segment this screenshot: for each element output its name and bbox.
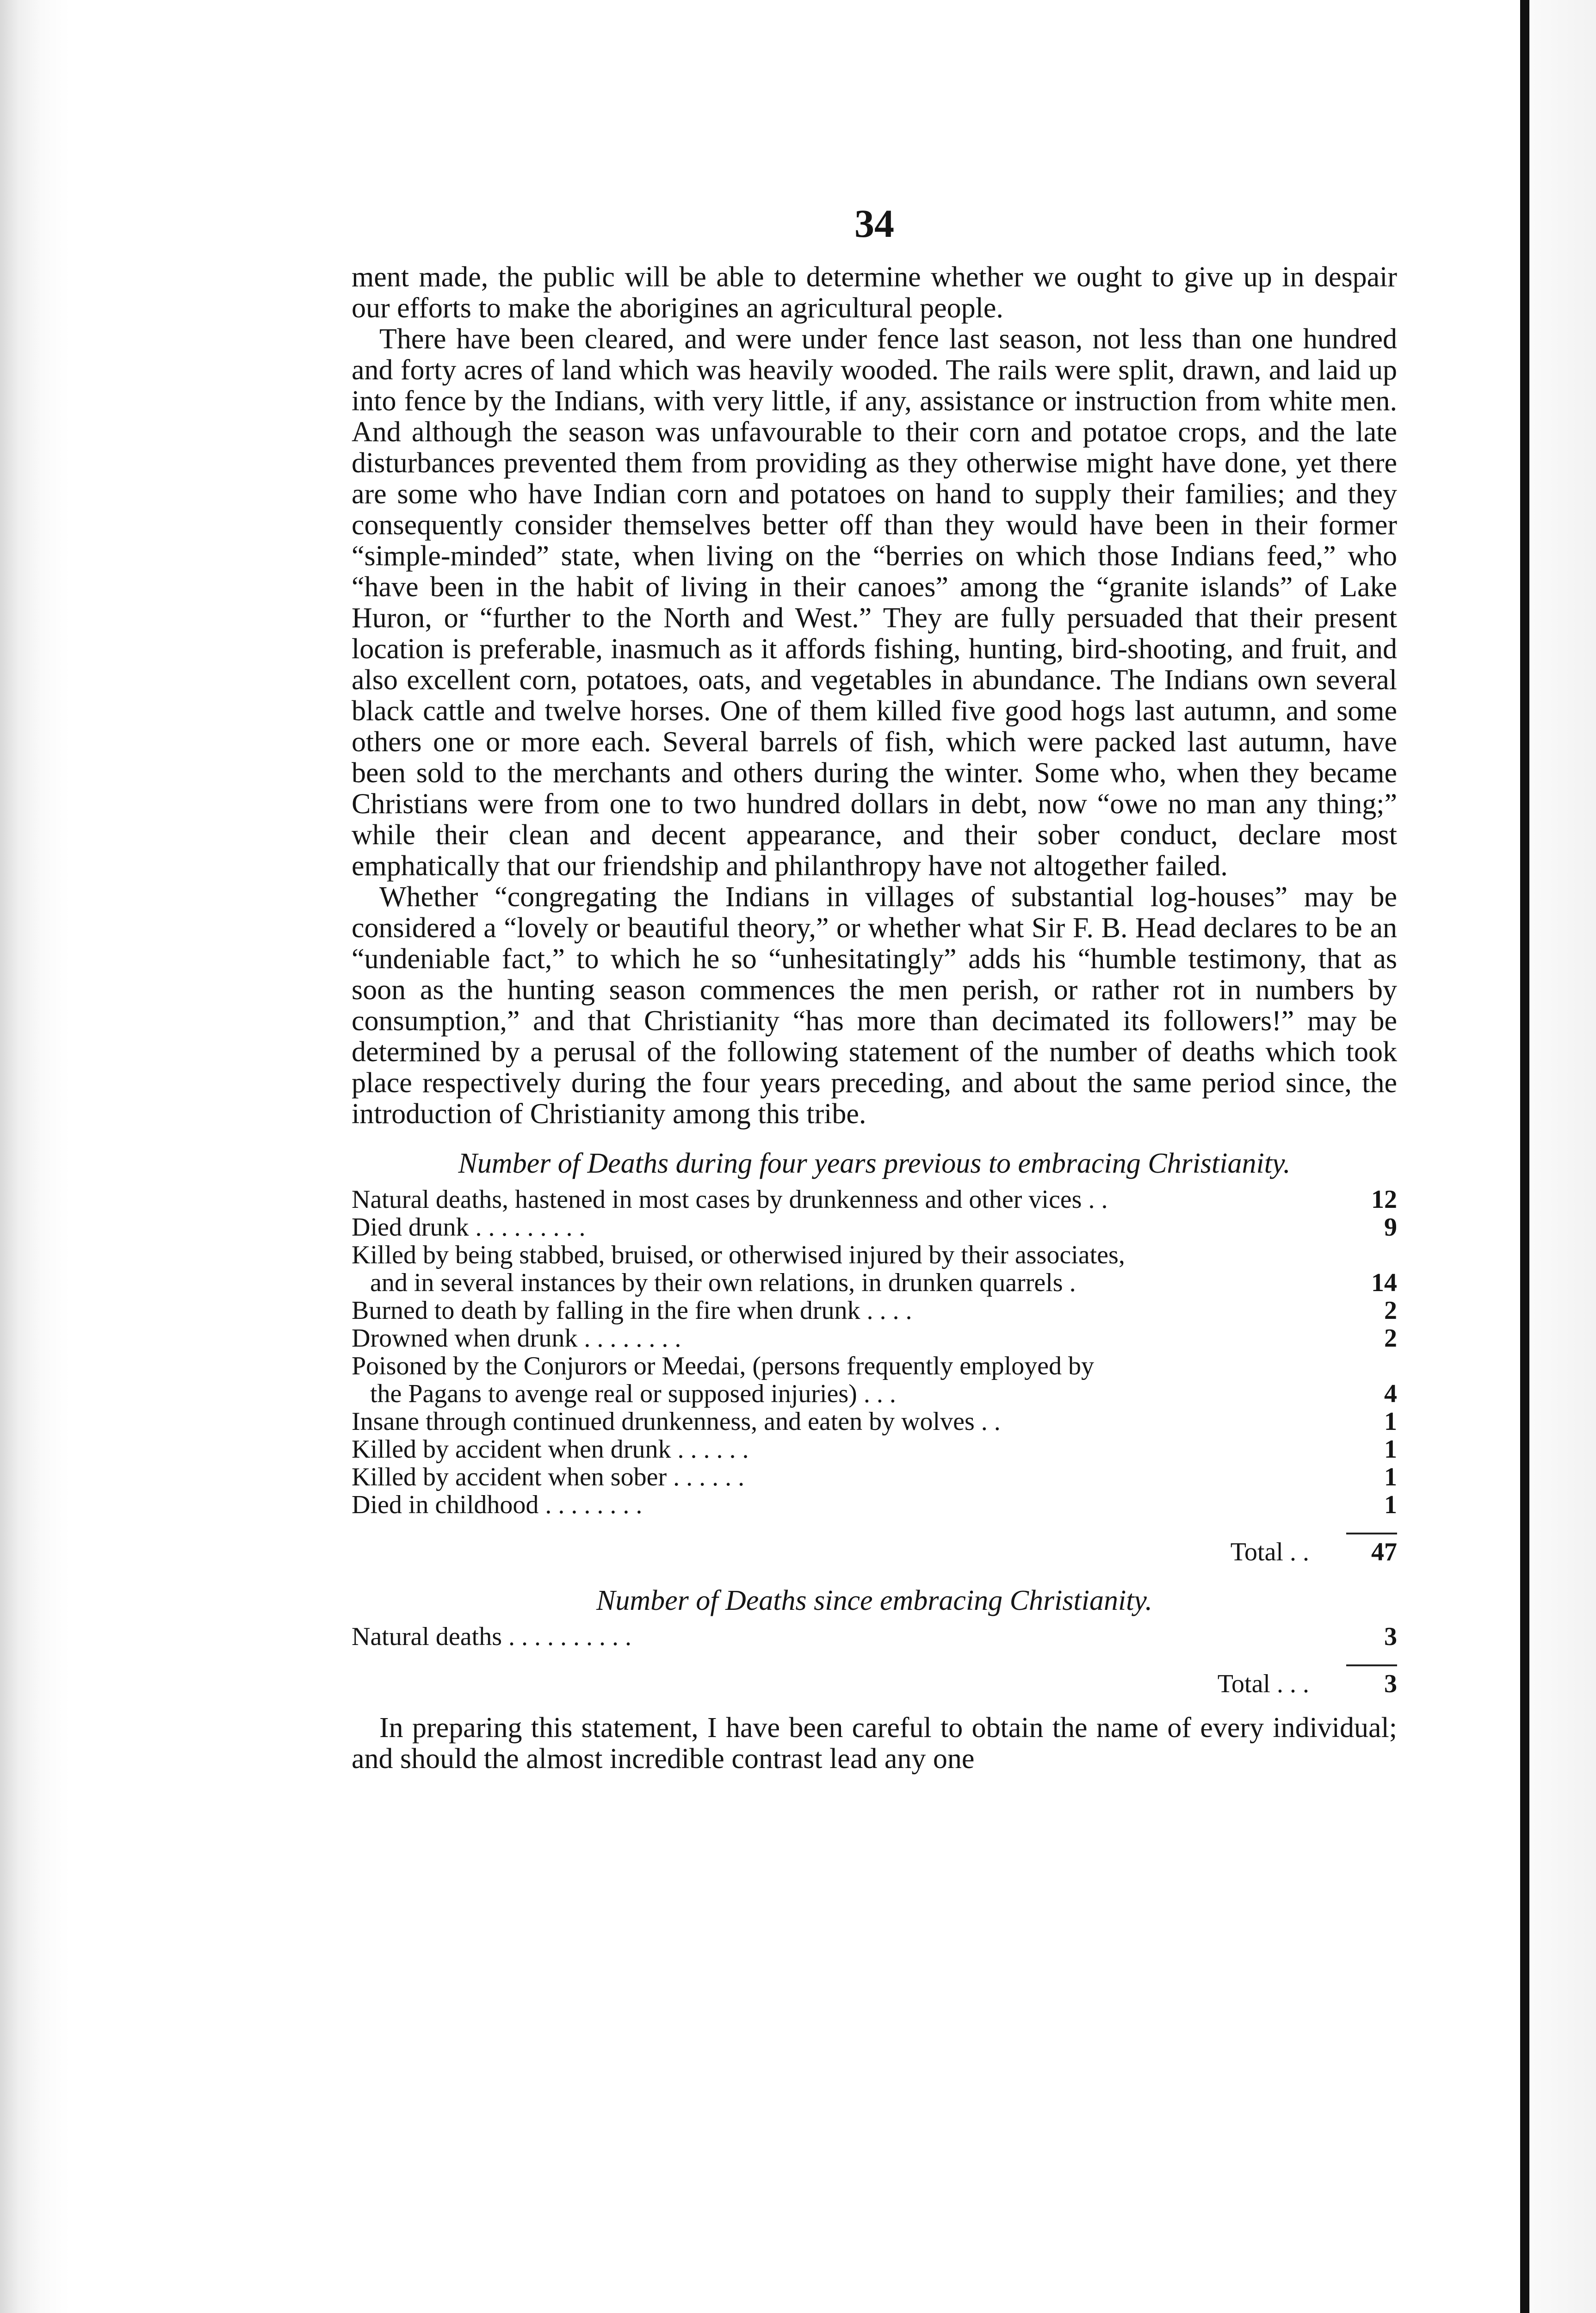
total-value: 47	[1346, 1533, 1397, 1567]
total-value: 3	[1346, 1664, 1397, 1699]
row-value: 1	[1384, 1463, 1397, 1491]
row-text: Died drunk . . . . . . . . .	[352, 1213, 586, 1242]
table-before-title: Number of Deaths during four years previous to embracing Christianity.	[458, 1148, 1291, 1179]
table-row	[352, 1435, 1397, 1463]
table-after-title: Number of Deaths since embracing Christianity.	[596, 1585, 1153, 1616]
row-text: Killed by accident when drunk . . . . . .	[352, 1435, 749, 1464]
paragraph-2: There have been cleared, and were under fence last season, not less than one hundred and forty acres of land which was heavily wooded. The rails were split, drawn, and laid up into fence by the Indians, with very little, if any, assistance or instruction from white men. And although the season was unfavourable to their corn and potatoe crops, and the late disturbances prevented them from providing as they otherwise might have done, yet there are some who have Indian corn and potatoes on hand to supply their families; and they consequently consider themselves better off than they would have been in their former “simple-minded” state, when living on the “berries on which those Indians feed,” who “have been in the habit of living in their canoes” among the “granite islands” of Lake Huron, or “further to the North and West.” They are fully persuaded that their present location is preferable, inasmuch as it affords fishing, hunting, bird-shooting, and fruit, and also excellent corn, potatoes, oats, and vegetables in abundance. The Indians own several black cattle and twelve horses. One of them killed five good hogs last autumn, and some others one or more each. Several barrels of fish, which were packed last autumn, have been sold to the merchants and others during the winter. Some who, when they became Christians were from one to two hundred dollars in debt, now “owe no man any thing;” while their clean and decent appearance, and their sober conduct, declare most emphatically that our friendship and philanthropy have not altogether failed.	[352, 323, 1397, 882]
table-after	[352, 1623, 1397, 1651]
table-row	[352, 1463, 1397, 1491]
row-value: 1	[1384, 1435, 1397, 1464]
paragraph-3: Whether “congregating the Indians in villages of substantial log-houses” may be considered a “lovely or beautiful theory,” or whether what Sir F. B. Head declares to be an “undeniable fact,” to which he so “unhesitatingly” adds his “humble testimony, that as soon as the hunting season commences the men perish, or rather rot in numbers by consumption,” and that Christianity “has more than decimated its followers!” may be determined by a perusal of the following statement of the number of deaths which took place respectively during the four years preceding, and about the same period since, the introduction of Christianity among this tribe.	[352, 881, 1397, 1130]
row-value: 1	[1384, 1407, 1397, 1436]
table-before-total	[352, 1533, 1397, 1567]
row-text: Natural deaths, hastened in most cases by drunkenness and other vices . .	[352, 1185, 1108, 1214]
row-text: Killed by being stabbed, bruised, or otherwised injured by their associates,	[352, 1241, 1125, 1269]
table-after-total	[352, 1664, 1397, 1699]
row-value: 12	[1371, 1185, 1397, 1214]
table-row	[352, 1241, 1397, 1269]
total-label: Total . .	[1230, 1538, 1309, 1566]
table-row	[352, 1408, 1397, 1435]
row-value: 2	[1384, 1296, 1397, 1325]
row-text: Drowned when drunk . . . . . . . .	[352, 1324, 681, 1353]
row-value: 4	[1384, 1379, 1397, 1408]
table-row	[352, 1213, 1397, 1241]
table-row	[352, 1269, 1397, 1297]
row-value: 3	[1384, 1622, 1397, 1651]
table-row	[352, 1297, 1397, 1324]
row-value: 2	[1384, 1324, 1397, 1353]
row-text: the Pagans to avenge real or supposed injuries) . . .	[370, 1379, 896, 1408]
row-text: Natural deaths . . . . . . . . . .	[352, 1622, 631, 1651]
row-value	[1346, 1241, 1397, 1269]
paragraph-1: ment made, the public will be able to determine whether we ought to give up in despair our efforts to make the aborigines an agricultural people.	[352, 261, 1397, 324]
row-value: 1	[1384, 1490, 1397, 1519]
table-row	[352, 1352, 1397, 1380]
closing-paragraph: In preparing this statement, I have been careful to obtain the name of every individual; and should the almost incredible contrast lead any one	[352, 1712, 1397, 1775]
row-value	[1346, 1352, 1397, 1380]
total-label: Total . . .	[1217, 1670, 1309, 1698]
page-content	[352, 201, 1397, 1775]
row-text: Insane through continued drunkenness, and eaten by wolves . .	[352, 1407, 1001, 1436]
table-row	[352, 1186, 1397, 1213]
table-row	[352, 1491, 1397, 1519]
row-text: Burned to death by falling in the fire when drunk . . . .	[352, 1296, 912, 1325]
row-text: Killed by accident when sober . . . . . .	[352, 1463, 745, 1491]
scan-edge-right	[1517, 0, 1596, 2313]
table-before	[352, 1186, 1397, 1519]
table-row	[352, 1324, 1397, 1352]
table-row	[352, 1380, 1397, 1408]
row-text: and in several instances by their own relations, in drunken quarrels .	[370, 1268, 1076, 1297]
scan-edge-left	[0, 0, 69, 2313]
row-text: Poisoned by the Conjurors or Meedai, (persons frequently employed by	[352, 1352, 1095, 1380]
page-number: 34	[854, 201, 894, 246]
table-row	[352, 1623, 1397, 1651]
row-value: 14	[1371, 1268, 1397, 1297]
row-text: Died in childhood . . . . . . . .	[352, 1490, 643, 1519]
row-value: 9	[1384, 1213, 1397, 1242]
